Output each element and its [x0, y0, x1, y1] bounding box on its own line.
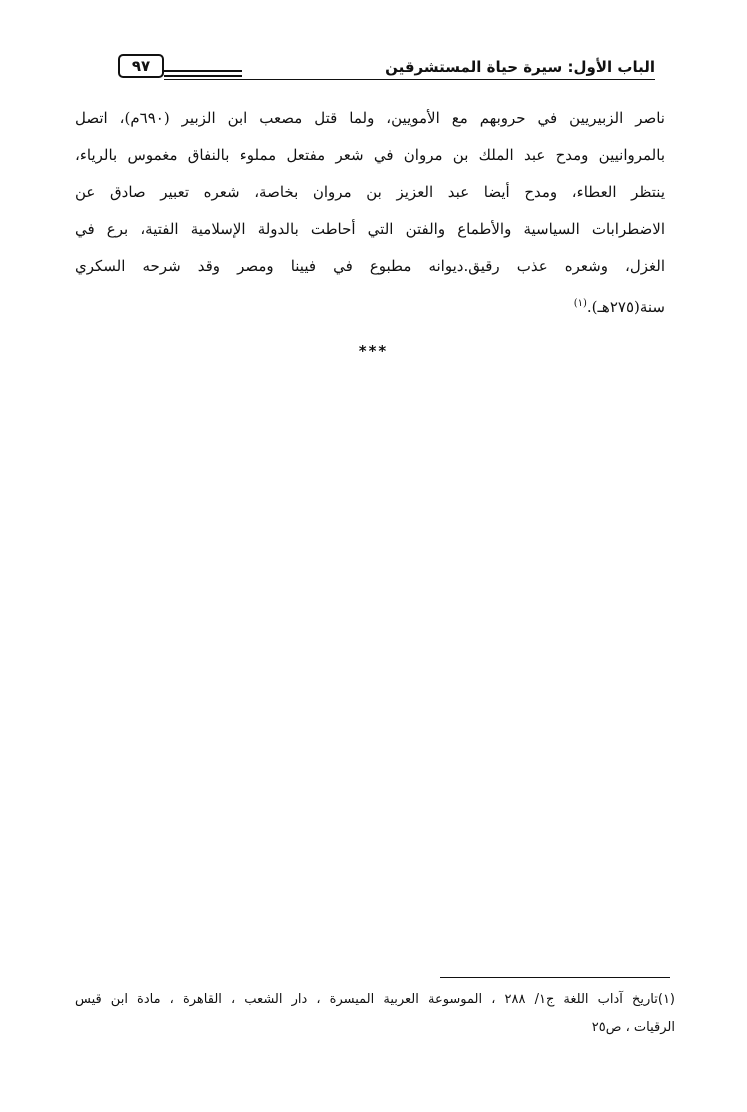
footnote-reference[interactable]: (١)	[573, 298, 587, 309]
body-line: ناصر الزبيريين في حروبهم مع الأمويين، ولما قتل مصعب ابن الزبير (٦٩٠م)، اتصل	[75, 109, 665, 127]
header-rule-thick	[164, 70, 242, 72]
page-header	[110, 52, 655, 86]
footnote-rule	[440, 977, 670, 978]
body-line: ينتظر العطاء، ومدح أيضا عبد العزيز بن مروان بخاصة، شعره تعبير صادق عن	[75, 183, 665, 201]
running-title: الباب الأول: سيرة حياة المستشرقين	[385, 58, 655, 76]
header-rule	[164, 79, 655, 80]
header-rule-thick-second	[164, 75, 242, 77]
footnote-line: الرقيات ، ص٢٥	[591, 1020, 675, 1035]
section-separator: ***	[358, 342, 389, 360]
page-number: ٩٧	[118, 54, 164, 78]
body-line-last-text: سنة(٢٧٥هـ).	[586, 298, 665, 316]
body-line: بالمروانيين ومدح عبد الملك بن مروان في شعر مفتعل مملوء بالنفاق مغموس بالرياء،	[75, 146, 665, 164]
footnote-line: (١)تاريخ آداب اللغة ج١/ ٢٨٨ ، الموسوعة العربية الميسرة ، دار الشعب ، القاهرة ، مادة ابن قيس	[75, 992, 675, 1007]
body-line: الاضطرابات السياسية والأطماع والفتن التي أحاطت بالدولة الإسلامية الفتية، برع في	[75, 220, 665, 238]
body-paragraph	[75, 100, 665, 326]
body-line: الغزل، وشعره عذب رقيق.ديوانه مطبوع في فيينا ومصر وقد شرحه السكري	[75, 257, 665, 275]
body-line-last	[75, 285, 665, 326]
footnote	[75, 986, 675, 1042]
